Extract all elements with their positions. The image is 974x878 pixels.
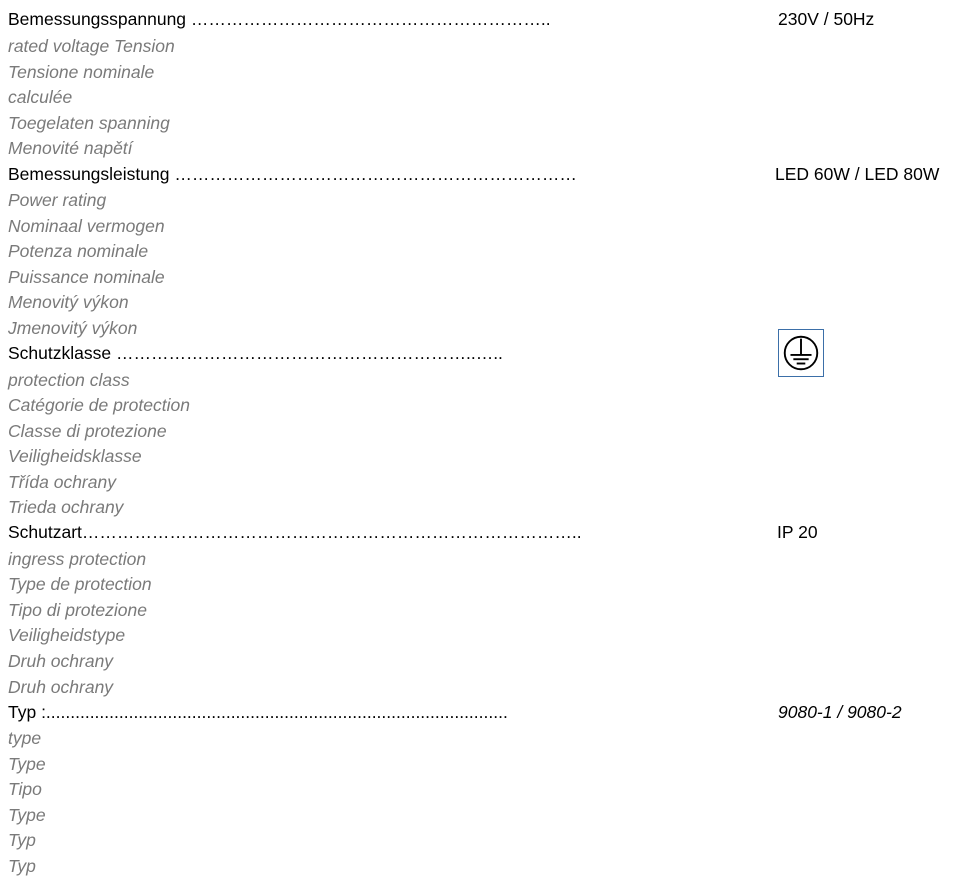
- translation-power-rating: Jmenovitý výkon: [8, 318, 138, 338]
- translation-ingress-protection: Veiligheidstype: [8, 625, 126, 645]
- translation-ingress-protection: Tipo di protezione: [8, 600, 147, 620]
- translation-power-rating: Puissance nominale: [8, 267, 165, 287]
- translation-power-rating: Nominaal vermogen: [8, 216, 165, 236]
- value-rated-voltage: 230V / 50Hz: [778, 9, 875, 29]
- translation-type: Typ: [8, 830, 36, 850]
- translation-power-rating: Menovitý výkon: [8, 292, 129, 312]
- translation-protection-class: Veiligheidsklasse: [8, 446, 142, 466]
- value-type: 9080-1 / 9080-2: [778, 702, 902, 722]
- translation-type: Type: [8, 805, 46, 825]
- translation-protection-class: Classe di protezione: [8, 421, 167, 441]
- translation-protection-class: protection class: [8, 370, 130, 390]
- label-type: Typ :...............................................................................................: [8, 702, 508, 722]
- label-rated-voltage: Bemessungsspannung ……………………………………………………..: [8, 9, 551, 29]
- translation-type: type: [8, 728, 42, 748]
- label-protection-class: Schutzklasse ……………………………………………………..…..: [8, 343, 503, 363]
- translation-rated-voltage: calculée: [8, 87, 73, 107]
- translation-rated-voltage: Menovité napětí: [8, 138, 133, 158]
- label-ingress-protection: Schutzart…………………………………………………………………………..: [8, 522, 582, 542]
- translation-rated-voltage: Tensione nominale: [8, 62, 155, 82]
- translation-type: Typ: [8, 856, 36, 876]
- translation-rated-voltage: rated voltage Tension: [8, 36, 175, 56]
- translation-protection-class: Catégorie de protection: [8, 395, 190, 415]
- translation-protection-class: Třída ochrany: [8, 472, 116, 492]
- value-ingress-protection: IP 20: [777, 522, 818, 542]
- translation-ingress-protection: ingress protection: [8, 549, 147, 569]
- protective-earth-icon: [778, 329, 824, 377]
- translation-power-rating: Potenza nominale: [8, 241, 149, 261]
- translation-rated-voltage: Toegelaten spanning: [8, 113, 170, 133]
- translation-ingress-protection: Type de protection: [8, 574, 152, 594]
- label-power-rating: Bemessungsleistung ……………………………………………………………: [8, 164, 577, 184]
- translation-power-rating: Power rating: [8, 190, 107, 210]
- translation-ingress-protection: Druh ochrany: [8, 651, 114, 671]
- translation-ingress-protection: Druh ochrany: [8, 677, 114, 697]
- value-power-rating: LED 60W / LED 80W: [775, 164, 940, 184]
- translation-protection-class: Trieda ochrany: [8, 497, 124, 517]
- translation-type: Type: [8, 754, 46, 774]
- translation-type: Tipo: [8, 779, 42, 799]
